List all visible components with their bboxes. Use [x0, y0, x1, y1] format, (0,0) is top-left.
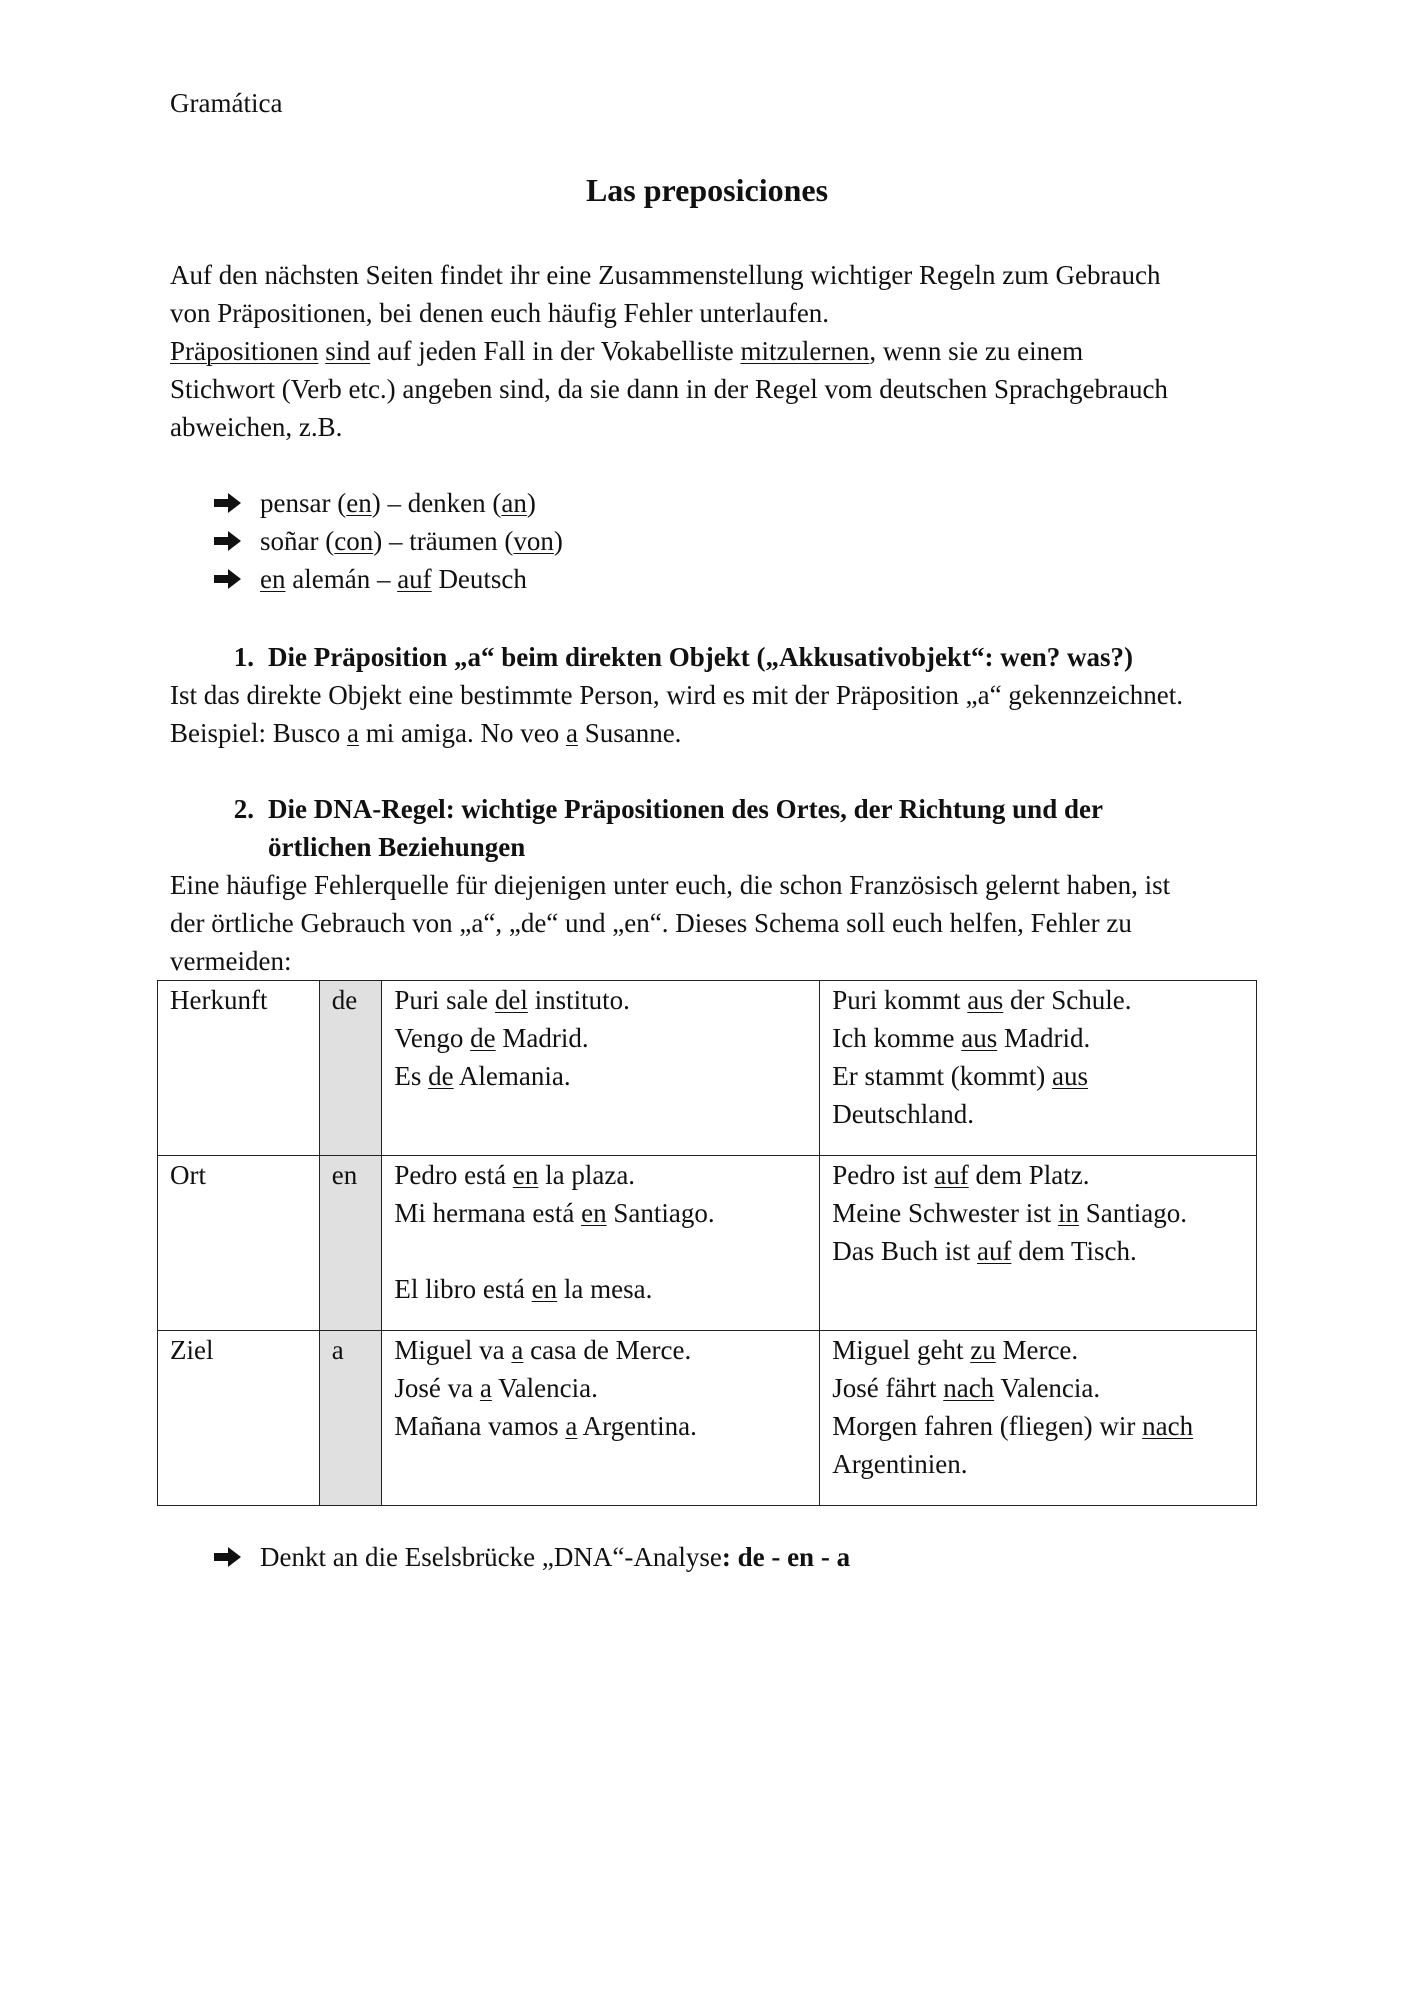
- text-run: El libro está: [394, 1274, 532, 1304]
- footer-bold: : de - en - a: [721, 1542, 851, 1572]
- text-run: der Schule.: [1003, 985, 1132, 1015]
- text-run: ): [553, 526, 563, 556]
- intro-line: abweichen, z.B.: [170, 412, 343, 442]
- underlined-text: aus: [1051, 1061, 1088, 1091]
- text-run: Mañana vamos: [394, 1411, 566, 1441]
- example-list: [214, 484, 563, 598]
- spanish-examples: [382, 1331, 820, 1506]
- section-2: [170, 790, 1290, 980]
- section-heading: [210, 638, 1290, 676]
- example-line: [832, 1232, 1244, 1270]
- text-run: Es: [394, 1061, 429, 1091]
- underlined-text: con: [334, 526, 374, 556]
- underlined-text: a: [479, 1373, 492, 1403]
- example-line: [394, 1057, 807, 1095]
- text-run: Valencia.: [994, 1373, 1101, 1403]
- spanish-examples: [382, 981, 820, 1156]
- section-text: der örtliche Gebrauch von „a“, „de“ und „en“. Dieses Schema soll euch helfen, Fehler zu: [170, 908, 1132, 938]
- example-line: [832, 981, 1244, 1019]
- text-run: Santiago.: [606, 1198, 715, 1228]
- table-row: [158, 981, 1257, 1156]
- german-examples: [820, 1156, 1257, 1331]
- underlined-text: del: [494, 985, 528, 1015]
- underlined-text: Präpositionen: [170, 336, 319, 366]
- text-run: Miguel geht: [832, 1335, 971, 1365]
- text-run: ) – denken (: [371, 488, 502, 518]
- table-row: [158, 1331, 1257, 1506]
- example-line: [394, 1270, 807, 1308]
- right-arrow-icon: [214, 568, 242, 590]
- example-line: [832, 1057, 1244, 1095]
- section-text: vermeiden:: [170, 946, 292, 976]
- example-text: [260, 560, 527, 598]
- text-run: la plaza.: [538, 1160, 636, 1190]
- list-item: [214, 522, 563, 560]
- underlined-text: mitzulernen: [740, 336, 870, 366]
- underlined-text: en: [346, 488, 372, 518]
- text-run: dem Platz.: [968, 1160, 1090, 1190]
- table-row: [158, 1156, 1257, 1331]
- underlined-text: en: [512, 1160, 539, 1190]
- example-line: [832, 1019, 1244, 1057]
- text-run: Ich komme: [832, 1023, 962, 1053]
- row-label: Herkunft: [158, 981, 320, 1156]
- section-heading: [210, 790, 1290, 866]
- text-run: Meine Schwester ist: [832, 1198, 1058, 1228]
- text-run: Alemania.: [453, 1061, 571, 1091]
- text-run: Mi hermana está: [394, 1198, 582, 1228]
- german-examples: [820, 1331, 1257, 1506]
- example-line: [832, 1331, 1244, 1369]
- example-line: [832, 1095, 1244, 1133]
- text-run: Valencia.: [491, 1373, 598, 1403]
- example-line: [394, 1407, 807, 1445]
- underlined-text: auf: [977, 1236, 1012, 1266]
- example-text: [260, 484, 536, 522]
- spanish-examples: [382, 1156, 820, 1331]
- text-run: Argentina.: [577, 1411, 697, 1441]
- text-run: José va: [394, 1373, 480, 1403]
- dna-table-body: [158, 981, 1257, 1506]
- intro-line: Auf den nächsten Seiten findet ihr eine Zusammenstellung wichtiger Regeln zum Gebrauch: [170, 260, 1161, 290]
- example-line: [394, 1369, 807, 1407]
- row-preposition: en: [319, 1156, 382, 1331]
- text-run: soñar (: [260, 526, 335, 556]
- text-run: Deutsch: [431, 564, 527, 594]
- text-run: Deutschland.: [832, 1099, 974, 1129]
- text-run: pensar (: [260, 488, 347, 518]
- text-run: casa de Merce.: [523, 1335, 692, 1365]
- example-line: [394, 1194, 807, 1232]
- example-line: [832, 1194, 1244, 1232]
- text-run: instituto.: [527, 985, 630, 1015]
- text-run: Das Buch ist: [832, 1236, 977, 1266]
- section-1: [170, 638, 1290, 752]
- underlined-text: aus: [961, 1023, 998, 1053]
- example-text: [260, 522, 563, 560]
- intro-line: [170, 332, 1270, 370]
- section-title: Die DNA-Regel: wichtige Präpositionen des Ortes, der Richtung und der örtlichen Beziehungen: [268, 794, 1103, 862]
- dna-table: [157, 980, 1257, 1506]
- example-line: [832, 1156, 1244, 1194]
- underlined-text: nach: [1142, 1411, 1194, 1441]
- text-run: Miguel va: [394, 1335, 512, 1365]
- section-text: [170, 714, 1290, 752]
- text-run: ) – träumen (: [373, 526, 514, 556]
- example-line: [832, 1445, 1244, 1483]
- underlined-text: zu: [970, 1335, 996, 1365]
- page-title: Las preposiciones: [585, 172, 829, 208]
- text-run: Puri sale: [394, 985, 495, 1015]
- intro-paragraph: [170, 256, 1270, 446]
- underlined-text: von: [513, 526, 554, 556]
- section-number: 1.: [233, 642, 254, 672]
- text-run: dem Tisch.: [1011, 1236, 1137, 1266]
- underlined-text: en: [260, 564, 286, 594]
- text-run: ): [526, 488, 536, 518]
- section-title: Die Präposition „a“ beim direkten Objekt („Akkusativobjekt“: wen? was?): [268, 642, 1134, 672]
- intro-line: Stichwort (Verb etc.) angeben sind, da sie dann in der Regel vom deutschen Sprachgebrauch: [170, 374, 1168, 404]
- page-header: Gramática: [170, 88, 283, 118]
- underlined-text: a: [565, 718, 578, 748]
- underlined-text: en: [531, 1274, 558, 1304]
- example-line: [394, 1331, 807, 1369]
- underlined-text: auf: [934, 1160, 969, 1190]
- example-line: [394, 981, 807, 1019]
- section-text: Ist das direkte Objekt eine bestimmte Person, wird es mit der Präposition „a“ gekennzeichnet.: [170, 680, 1183, 710]
- underlined-text: de: [470, 1023, 496, 1053]
- row-label: Ort: [158, 1156, 320, 1331]
- intro-line: von Präpositionen, bei denen euch häufig Fehler unterlaufen.: [170, 298, 830, 328]
- german-examples: [820, 981, 1257, 1156]
- text-run: alemán –: [285, 564, 398, 594]
- text-run: Madrid.: [495, 1023, 589, 1053]
- list-item: [214, 484, 563, 522]
- underlined-text: en: [581, 1198, 607, 1228]
- text-run: Vengo: [394, 1023, 471, 1053]
- text-run: Merce.: [995, 1335, 1079, 1365]
- row-preposition: de: [319, 981, 382, 1156]
- text-run: Er stammt (kommt): [832, 1061, 1052, 1091]
- underlined-text: auf: [397, 564, 432, 594]
- underlined-text: de: [428, 1061, 454, 1091]
- row-label: Ziel: [158, 1331, 320, 1506]
- text-run: Santiago.: [1078, 1198, 1187, 1228]
- underlined-text: a: [511, 1335, 524, 1365]
- underlined-text: sind: [325, 336, 371, 366]
- text-run: Puri kommt: [832, 985, 968, 1015]
- row-preposition: a: [319, 1331, 382, 1506]
- underlined-text: aus: [967, 985, 1004, 1015]
- underlined-text: an: [501, 488, 527, 518]
- underlined-text: nach: [943, 1373, 995, 1403]
- example-line: [394, 1019, 807, 1057]
- text-run: mi amiga. No veo: [358, 718, 566, 748]
- underlined-text: a: [347, 718, 359, 748]
- example-line: [832, 1369, 1244, 1407]
- footer-text: Denkt an die Eselsbrücke „DNA“-Analyse: [260, 1542, 722, 1572]
- text-run: Pedro está: [394, 1160, 513, 1190]
- right-arrow-icon: [214, 492, 242, 514]
- text-run: Beispiel: Busco: [170, 718, 347, 748]
- text-run: Pedro ist: [832, 1160, 935, 1190]
- text-run: auf jeden Fall in der Vokabelliste: [370, 336, 741, 366]
- right-arrow-icon: [214, 1546, 242, 1568]
- text-run: José fährt: [832, 1373, 944, 1403]
- underlined-text: in: [1057, 1198, 1079, 1228]
- right-arrow-icon: [214, 530, 242, 552]
- text-run: Susanne.: [577, 718, 682, 748]
- text-run: Morgen fahren (fliegen) wir: [832, 1411, 1143, 1441]
- example-line: [832, 1407, 1244, 1445]
- list-item: [214, 560, 563, 598]
- section-text: Eine häufige Fehlerquelle für diejenigen unter euch, die schon Französisch gelernt haben, ist: [170, 870, 1171, 900]
- section-number: 2.: [233, 794, 254, 824]
- text-run: Madrid.: [997, 1023, 1091, 1053]
- text-run: , wenn sie zu einem: [869, 336, 1084, 366]
- text-run: Argentinien.: [832, 1449, 968, 1479]
- footer-note: [214, 1538, 850, 1576]
- underlined-text: a: [565, 1411, 578, 1441]
- text-run: la mesa.: [557, 1274, 653, 1304]
- example-line: [394, 1156, 807, 1194]
- example-line: [394, 1232, 807, 1270]
